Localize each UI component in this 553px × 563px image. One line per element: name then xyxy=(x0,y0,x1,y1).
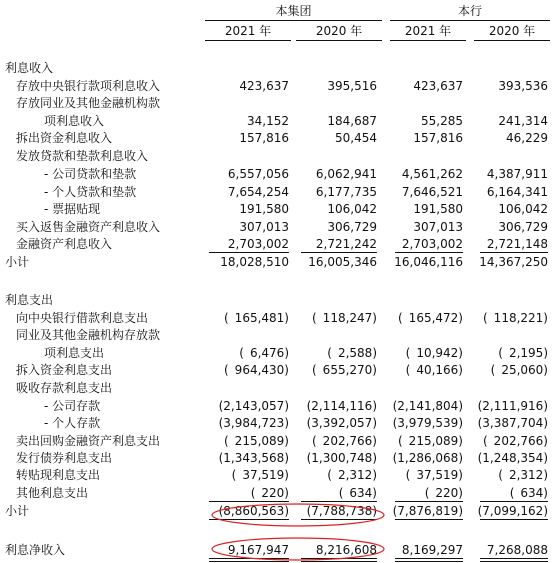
cell-bank-2021: 307,013 xyxy=(413,220,463,234)
row-label: - 票据贴现 xyxy=(44,202,101,216)
cell-group-2021: ( 165,481) xyxy=(224,311,289,325)
row-label: 小计 xyxy=(5,504,30,518)
cell-bank-2021: 423,637 xyxy=(413,79,463,93)
cell-group-2020: ( 118,247) xyxy=(312,311,377,325)
cell-bank-2020: ( 25,060) xyxy=(490,363,548,377)
cell-bank-2020: ( 2,312) xyxy=(498,468,548,482)
cell-bank-2021: (3,979,539) xyxy=(392,416,463,430)
row-label: 发行债券利息支出 xyxy=(16,451,113,465)
row-label: 小计 xyxy=(5,255,30,269)
cell-group-2020: 16,005,346 xyxy=(308,255,377,269)
cell-group-2021: 423,637 xyxy=(239,79,289,93)
cell-bank-2021: ( 220) xyxy=(424,486,463,500)
cell-group-2020: 6,062,941 xyxy=(315,167,377,181)
row-label: 发放贷款和垫款利息收入 xyxy=(16,149,149,163)
cell-group-2020: ( 655,270) xyxy=(312,363,377,377)
cell-group-2021: 7,654,254 xyxy=(227,185,289,199)
group-header: 本集团 xyxy=(275,4,312,18)
highlight-ellipse-net-income xyxy=(212,538,384,560)
cell-bank-2021: ( 165,472) xyxy=(398,311,463,325)
cell-bank-2020: ( 118,221) xyxy=(483,311,548,325)
cell-bank-2020: ( 2,195) xyxy=(498,346,548,360)
cell-group-2021: 191,580 xyxy=(239,202,289,216)
cell-bank-2020: (2,111,916) xyxy=(477,399,548,413)
row-label: 转贴现利息支出 xyxy=(16,468,101,482)
row-label: 卖出回购金融资产利息支出 xyxy=(16,434,161,448)
cell-bank-2020: 7,268,088 xyxy=(486,543,548,557)
cell-bank-2021: ( 10,942) xyxy=(405,346,463,360)
cell-group-2021: (8,860,563) xyxy=(218,504,289,518)
row-label: 买入返售金融资产利息收入 xyxy=(16,220,161,234)
cell-group-2020: (3,392,057) xyxy=(306,416,377,430)
row-label: 利息支出 xyxy=(5,293,54,307)
cell-bank-2020: (3,387,704) xyxy=(477,416,548,430)
cell-bank-2020: 306,729 xyxy=(498,220,548,234)
cell-group-2021: (3,984,723) xyxy=(218,416,289,430)
cell-bank-2020: 2,721,148 xyxy=(486,237,548,251)
cell-bank-2020: ( 202,766) xyxy=(483,434,548,448)
cell-bank-2021: (1,286,068) xyxy=(392,451,463,465)
cell-group-2020: 2,721,242 xyxy=(315,237,377,251)
cell-bank-2020: 241,314 xyxy=(498,114,548,128)
row-label: 向中央银行借款利息支出 xyxy=(16,311,149,325)
cell-group-2021: ( 6,476) xyxy=(239,346,289,360)
cell-group-2021: ( 220) xyxy=(250,486,289,500)
cell-bank-2021: 16,046,116 xyxy=(394,255,463,269)
cell-group-2020: ( 2,312) xyxy=(327,468,377,482)
cell-group-2021: 9,167,947 xyxy=(227,543,289,557)
row-label: 吸收存款利息支出 xyxy=(16,381,113,395)
cell-bank-2020: 393,536 xyxy=(498,79,548,93)
cell-bank-2020: 106,042 xyxy=(498,202,548,216)
cell-bank-2021: ( 37,519) xyxy=(405,468,463,482)
cell-bank-2021: ( 215,089) xyxy=(398,434,463,448)
highlight-ellipse-subtotal xyxy=(212,504,384,526)
cell-group-2021: 34,152 xyxy=(247,114,289,128)
cell-bank-2021: 4,561,262 xyxy=(401,167,463,181)
cell-group-2021: ( 964,430) xyxy=(224,363,289,377)
cell-group-2020: 306,729 xyxy=(327,220,377,234)
row-label: 利息收入 xyxy=(5,61,54,75)
cell-group-2020: 6,177,735 xyxy=(315,185,377,199)
cell-group-2021: 18,028,510 xyxy=(220,255,289,269)
cell-bank-2021: 55,285 xyxy=(421,114,463,128)
cell-bank-2020: 6,164,341 xyxy=(486,185,548,199)
row-label: - 公司存款 xyxy=(44,399,101,413)
cell-group-2020: 8,216,608 xyxy=(315,543,377,557)
row-label: 拆入资金利息支出 xyxy=(16,363,113,377)
cell-group-2020: ( 634) xyxy=(338,486,377,500)
cell-group-2021: 157,816 xyxy=(239,131,289,145)
cell-group-2020: (1,300,748) xyxy=(306,451,377,465)
cell-group-2020: 395,516 xyxy=(327,79,377,93)
row-label: 存放中央银行款项利息收入 xyxy=(16,79,161,93)
cell-group-2021: ( 37,519) xyxy=(231,468,289,482)
row-label: - 公司贷款和垫款 xyxy=(44,167,137,181)
cell-bank-2020: (1,248,354) xyxy=(477,451,548,465)
cell-bank-2020: 14,367,250 xyxy=(479,255,548,269)
row-label: 同业及其他金融机构存放款 xyxy=(16,328,161,342)
cell-bank-2021: 8,169,297 xyxy=(401,543,463,557)
cell-group-2020: ( 2,588) xyxy=(327,346,377,360)
cell-group-2021: (1,343,568) xyxy=(218,451,289,465)
cell-bank-2021: (2,141,804) xyxy=(392,399,463,413)
year-col-2: 2020 年 xyxy=(315,24,363,38)
cell-bank-2021: 7,646,521 xyxy=(401,185,463,199)
cell-bank-2021: ( 40,166) xyxy=(405,363,463,377)
cell-bank-2020: 46,229 xyxy=(506,131,548,145)
cell-bank-2021: (7,876,819) xyxy=(392,504,463,518)
row-label: 利息净收入 xyxy=(5,543,66,557)
cell-bank-2020: ( 634) xyxy=(509,486,548,500)
bank-header: 本行 xyxy=(457,4,482,18)
cell-group-2020: (7,788,738) xyxy=(306,504,377,518)
row-label: 拆出资金利息收入 xyxy=(16,131,113,145)
cell-group-2021: 6,557,056 xyxy=(227,167,289,181)
cell-group-2020: (2,114,116) xyxy=(306,399,377,413)
row-label: - 个人存款 xyxy=(44,416,101,430)
cell-group-2020: ( 202,766) xyxy=(312,434,377,448)
row-label: 其他利息支出 xyxy=(16,486,89,500)
cell-group-2020: 106,042 xyxy=(327,202,377,216)
row-label: 存放同业及其他金融机构款 xyxy=(16,96,161,110)
cell-group-2021: (2,143,057) xyxy=(218,399,289,413)
cell-group-2020: 50,454 xyxy=(335,131,377,145)
cell-bank-2021: 2,703,002 xyxy=(401,237,463,251)
year-col-3: 2021 年 xyxy=(404,24,452,38)
row-label: 项利息支出 xyxy=(44,346,105,360)
row-label: 项利息收入 xyxy=(44,114,105,128)
cell-bank-2020: 4,387,911 xyxy=(486,167,548,181)
year-col-4: 2020 年 xyxy=(488,24,536,38)
cell-bank-2021: 157,816 xyxy=(413,131,463,145)
row-label: - 个人贷款和垫款 xyxy=(44,185,137,199)
cell-group-2021: 307,013 xyxy=(239,220,289,234)
cell-group-2021: 2,703,002 xyxy=(227,237,289,251)
row-label: 金融资产利息收入 xyxy=(16,237,113,251)
cell-bank-2020: (7,099,162) xyxy=(477,504,548,518)
cell-bank-2021: 191,580 xyxy=(413,202,463,216)
cell-group-2020: 184,687 xyxy=(327,114,377,128)
cell-group-2021: ( 215,089) xyxy=(224,434,289,448)
year-col-1: 2021 年 xyxy=(224,24,272,38)
